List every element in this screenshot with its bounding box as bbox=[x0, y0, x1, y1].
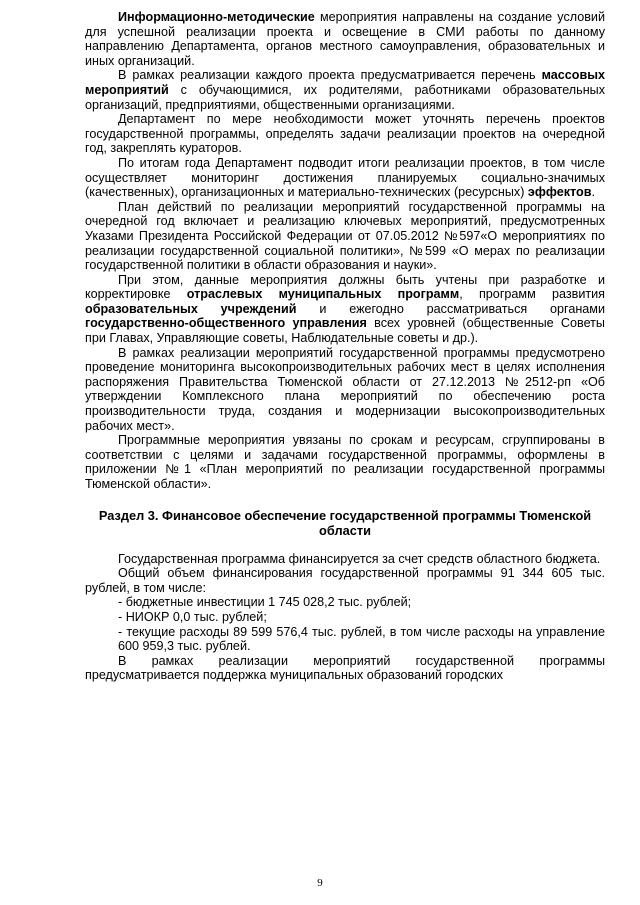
paragraph-text: По итогам года Департамент подводит итоги реализации проектов, в том числе осуществляет мониторинг достижения планируемых социально-значимых (качественных), организационных и материально-технических (ресурсных) bbox=[85, 155, 605, 200]
list-item-current-expenses: - текущие расходы 89 599 576,4 тыс. рублей, в том числе расходы на управление 600 959,3 тыс. рублей. bbox=[118, 624, 605, 654]
paragraph-text: всех уровней (общественные Советы при Главах, Управляющие советы, Наблюдательные советы и др.). bbox=[85, 316, 605, 346]
section-heading: Раздел 3. Финансовое обеспечение государственной программы Тюменской области bbox=[98, 507, 592, 538]
paragraph-municipal-programs bbox=[85, 273, 605, 346]
bold-term: массовых мероприятий bbox=[85, 68, 605, 97]
bold-term: образовательных учреждений bbox=[85, 301, 297, 316]
paragraph-department-list: Департамент по мере необходимости может уточнять перечень проектов государственной программы, определять задачи реализации проектов на очередной год, закреплять кураторов. bbox=[85, 112, 605, 156]
paragraph-info-methodical bbox=[85, 10, 605, 68]
paragraph-municipal-support: В рамках реализации мероприятий государственной программы предусматривается поддержка муниципальных образований городских bbox=[85, 653, 605, 683]
paragraph-year-results bbox=[85, 156, 605, 200]
list-item-rnd: - НИОКР 0,0 тыс. рублей; bbox=[118, 609, 267, 624]
bold-term: эффектов bbox=[527, 185, 592, 200]
paragraph-text: При этом, данные мероприятия должны быть учтены при разработке и корректировке bbox=[85, 272, 605, 302]
paragraph-text: мероприятия направлены на создание условий для успешной реализации проекта и освещение в СМИ работы по данному направлению Департамента, органов местного самоуправления, образовательных и иных организаций. bbox=[85, 10, 605, 68]
paragraph-text: В рамках реализации каждого проекта предусматривается перечень bbox=[118, 68, 542, 83]
paragraph-program-events: Программные мероприятия увязаны по срокам и ресурсам, сгруппированы в соответствии с целями и задачами государственной программы, оформлены в приложении №1 «План мероприятий по реализации государственной программы Тюменской области». bbox=[85, 433, 605, 491]
paragraph-text: и ежегодно рассматриваться органами bbox=[296, 301, 605, 316]
paragraph-financing-source: Государственная программа финансируется за счет средств областного бюджета. bbox=[118, 551, 601, 566]
paragraph-text: , программ развития bbox=[459, 287, 606, 302]
document-body bbox=[85, 10, 605, 683]
paragraph-mass-events bbox=[85, 68, 605, 112]
bold-term: Информационно-методические bbox=[118, 10, 315, 24]
list-item-investments: - бюджетные инвестиции 1 745 028,2 тыс. рублей; bbox=[118, 595, 412, 610]
bold-term: государственно-общественного управления bbox=[85, 316, 367, 331]
paragraph-monitoring: В рамках реализации мероприятий государственной программы предусмотрено проведение мониторинга высокопроизводительных рабочих мест в целях исполнения распоряжения Правительства Тюменской области от 27.12.2013 №2512-рп «Об утверждении Комплексного плана мероприятий по обеспечению роста производительности труда, создания и модернизации высокопроизводительных рабочих мест». bbox=[85, 345, 605, 433]
paragraph-action-plan: План действий по реализации мероприятий государственной программы на очередной год включает и реализацию ключевых мероприятий, предусмотренных Указами Президента Российской Федерации от 07.05.2012 №597«О мероприятиях по реализации государственной социальной политики», №599 «О мерах по реализации государственной политики в области образования и науки». bbox=[85, 199, 605, 273]
bold-term: отраслевых муниципальных программ bbox=[186, 287, 460, 302]
page-number: 9 bbox=[317, 877, 323, 889]
paragraph-financing-total: Общий объем финансирования государственной программы 91 344 605 тыс. рублей, в том числе: bbox=[85, 566, 605, 595]
paragraph-text: с обучающимися, их родителями, работниками образовательных организаций, предприятиями, общественными организациями. bbox=[85, 82, 605, 112]
paragraph-text: . bbox=[591, 185, 595, 200]
